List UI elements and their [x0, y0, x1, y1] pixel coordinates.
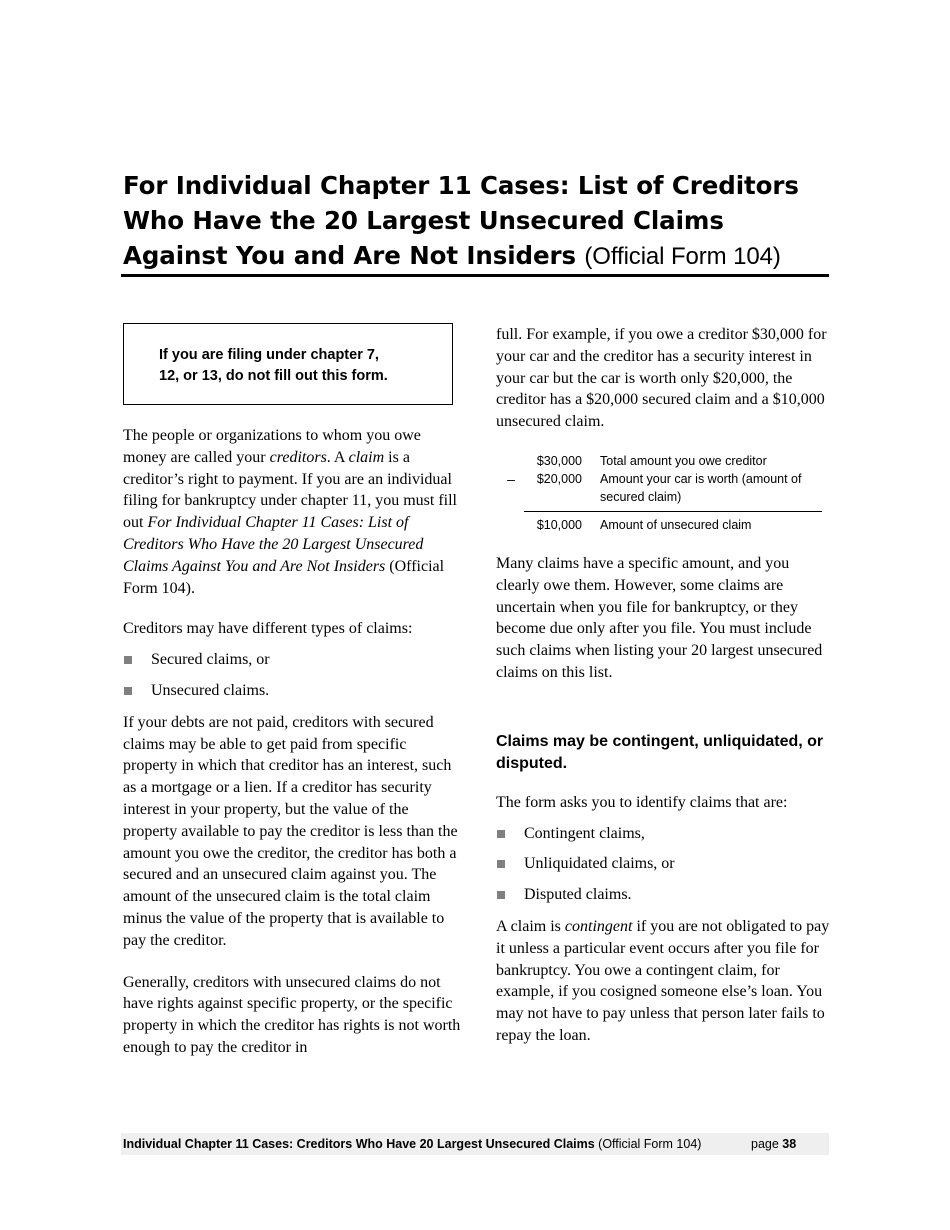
square-bullet-icon	[497, 830, 505, 838]
claim-kinds-intro: The form asks you to identify claims that are:	[496, 793, 788, 811]
term-claim: claim	[348, 448, 385, 466]
calc-amount: $20,000	[536, 471, 582, 486]
list-item	[496, 884, 830, 906]
notice-line-2: 12, or 13, do not fill out this form.	[159, 368, 388, 384]
secured-claims-paragraph: If your debts are not paid, creditors with secured claims may be able to get paid from specific property in which that creditor has an interest, such as a mortgage or a lien. If a creditor has security interest in your property, but the value of the property available to pay the creditor is less than the amount you owe the creditor, the creditor has both a secured and an unsecured claim against you. The amount of the unsecured claim is the total claim minus the value of the property that is available to pay the creditor.	[123, 713, 458, 949]
calculation-example	[500, 452, 822, 534]
list-item	[123, 649, 463, 671]
calc-description: Total amount you owe creditor	[600, 453, 767, 468]
title-form-ref: (Official Form 104)	[584, 243, 781, 270]
list-item-text: Unsecured claims.	[151, 681, 270, 699]
intro-text-g: (Official Form 104).	[123, 557, 445, 597]
title-line-2: Who Have the 20 Largest Unsecured Claims	[123, 206, 724, 235]
section-heading: Claims may be contingent, unliquidated, or disputed.	[496, 732, 824, 772]
contingent-text-c: if you are not obligated to pay it unless a particular event occurs after you file for bankruptcy. You owe a contingent claim, for example, if you cosigned someone else’s loan. You may not have to pay unless that person later fails to repay the loan.	[496, 917, 830, 1044]
example-paragraph: full. For example, if you owe a creditor $30,000 for your car and the creditor has a security interest in your car but the car is worth only $20,000, the creditor has a $20,000 secured claim and a $10,000 unsecured claim.	[496, 326, 827, 431]
page-number	[751, 1133, 796, 1155]
list-item-text: Unliquidated claims, or	[524, 855, 675, 873]
claim-types-list	[123, 649, 463, 702]
minus-sign: –	[507, 470, 515, 487]
square-bullet-icon	[124, 687, 132, 695]
page-title	[123, 168, 829, 274]
calc-row	[500, 452, 822, 470]
right-column	[496, 323, 830, 1047]
intro-paragraph	[123, 425, 463, 599]
calc-row	[500, 470, 822, 506]
page-footer	[121, 1133, 829, 1155]
claim-kinds-list	[496, 823, 830, 906]
unsecured-claims-paragraph: Generally, creditors with unsecured claims do not have rights against specific property, or the specific property in which the creditor has rights is not worth enough to pay the creditor in	[123, 973, 461, 1056]
intro-text-a: The people or organizations to whom you owe money are called your	[123, 427, 421, 466]
footer-form-ref: (Official Form 104)	[598, 1137, 702, 1151]
list-item	[496, 823, 830, 845]
intro-text-e: is a creditor’s right to payment. If you are an individual filing for bankruptcy under chapter 11, you must fill out	[123, 448, 457, 532]
claim-types-intro: Creditors may have different types of claims:	[123, 620, 413, 638]
intro-text-c: . A	[326, 448, 349, 466]
term-creditors: creditors	[269, 448, 327, 466]
notice-box	[123, 323, 453, 405]
uncertain-claims-paragraph: Many claims have a specific amount, and you clearly owe them. However, some claims are uncertain when you file for bankruptcy, or they become due only after you file. You must include such claims when listing your 20 largest unsecured claims on this list.	[496, 554, 823, 681]
list-item	[496, 853, 830, 875]
square-bullet-icon	[497, 891, 505, 899]
calc-result-row	[500, 516, 822, 534]
title-line-3	[123, 238, 829, 274]
footer-bold-text: Individual Chapter 11 Cases: Creditors Who Have 20 Largest Unsecured Claims	[123, 1137, 595, 1151]
list-item-text: Disputed claims.	[524, 886, 632, 904]
term-contingent: contingent	[564, 917, 633, 935]
title-rule	[121, 274, 829, 277]
notice-line-1: If you are filing under chapter 7,	[159, 347, 379, 363]
page-label: page	[751, 1137, 779, 1151]
page-number-value: 38	[782, 1137, 797, 1151]
title-line-1: For Individual Chapter 11 Cases: List of Creditors	[123, 171, 799, 200]
calc-amount: $30,000	[536, 453, 582, 468]
contingent-paragraph	[496, 916, 830, 1047]
footer-title	[123, 1133, 701, 1155]
left-column	[123, 323, 463, 1059]
calc-result-amount: $10,000	[536, 517, 582, 532]
list-item	[123, 680, 463, 702]
square-bullet-icon	[124, 656, 132, 664]
calc-rule	[524, 511, 822, 512]
list-item-text: Contingent claims,	[524, 824, 645, 842]
title-line-3-text: Against You and Are Not Insiders	[123, 241, 576, 270]
calc-result-description: Amount of unsecured claim	[600, 517, 752, 532]
list-item-text: Secured claims, or	[151, 651, 270, 669]
calc-description: Amount your car is worth (amount of secured claim)	[600, 471, 802, 504]
contingent-text-a: A claim is	[496, 917, 565, 935]
form-name-italic: For Individual Chapter 11 Cases: List of Creditors Who Have the 20 Largest Unsecured Claims Against You and Are Not Insiders	[123, 514, 424, 575]
square-bullet-icon	[497, 860, 505, 868]
